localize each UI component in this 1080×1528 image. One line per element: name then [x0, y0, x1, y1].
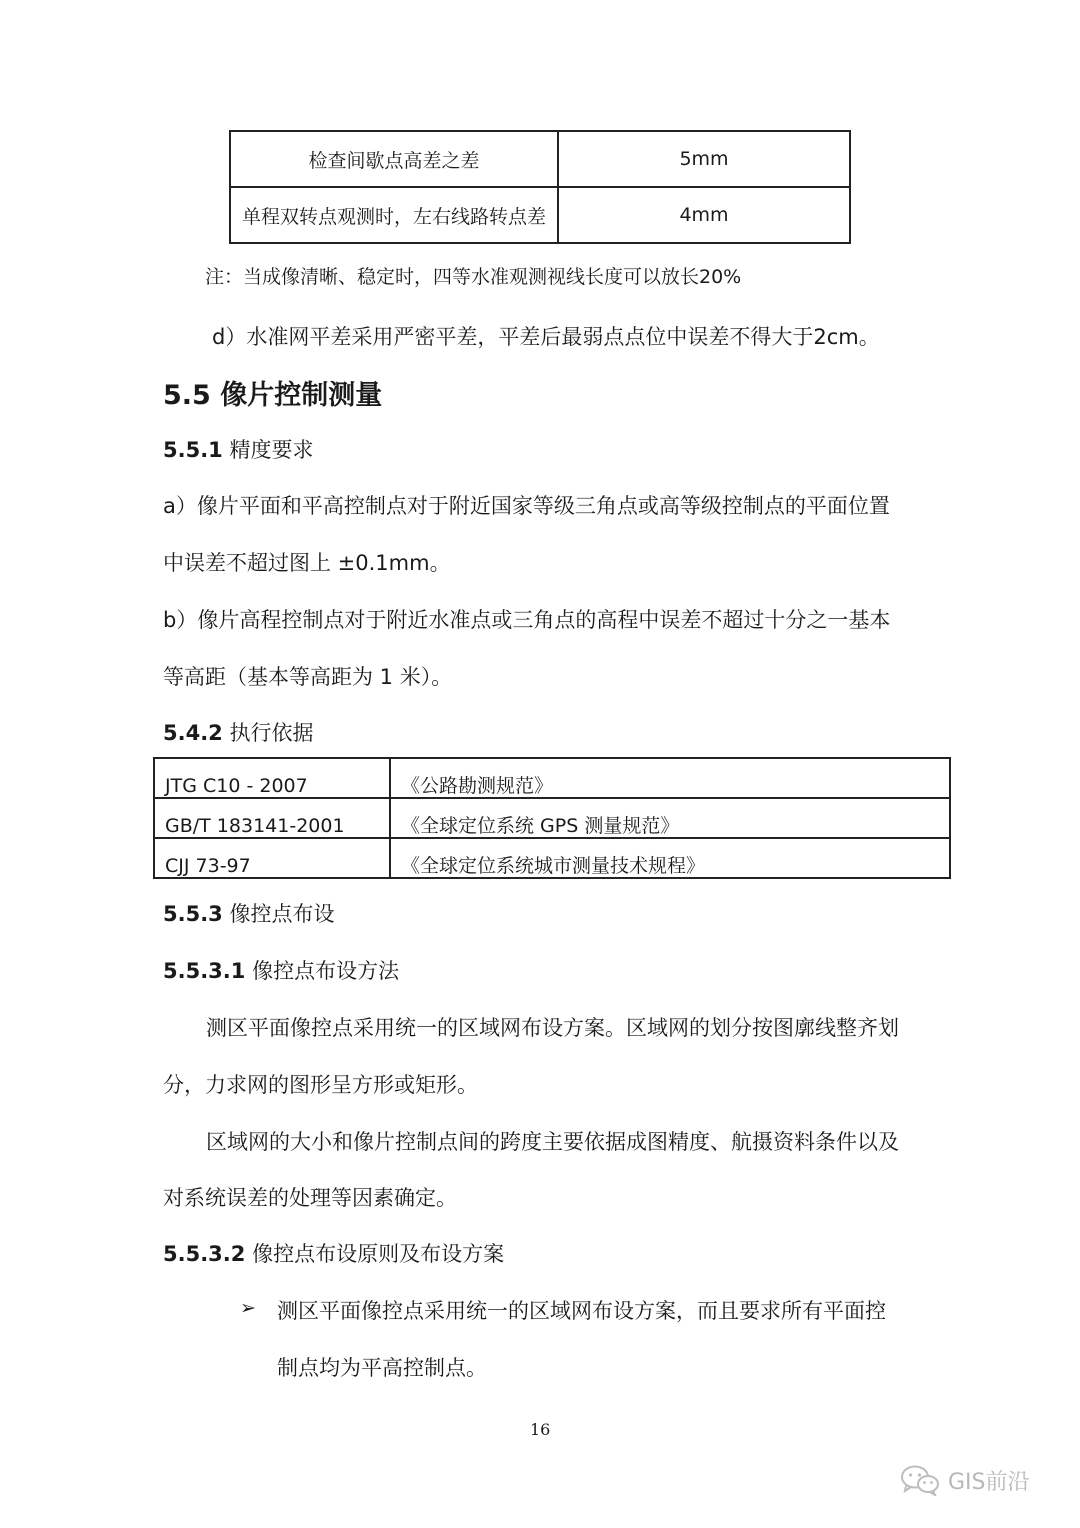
- heading-number: 5.5.3.2: [163, 1242, 246, 1266]
- subheading-5-5-1: [163, 434, 313, 464]
- watermark: [900, 1464, 1030, 1496]
- table-row: [230, 187, 850, 243]
- table-row: [154, 798, 950, 838]
- heading-title: 执行依据: [222, 721, 314, 745]
- paragraph-2-line2: 对系统误差的处理等因素确定。: [163, 1186, 457, 1210]
- item-d: d）水准网平差采用严密平差，平差后最弱点点位中误差不得大于2cm。: [212, 325, 880, 349]
- paragraph-1-line2: 分，力求网的图形呈方形或矩形。: [163, 1073, 478, 1097]
- heading-title: 像控点布设方法: [245, 959, 400, 983]
- bullet-line2: 制点均为平高控制点。: [277, 1356, 487, 1380]
- standard-name: 《公路勘测规范》: [390, 758, 950, 798]
- heading-title: 像控点布设原则及布设方案: [245, 1242, 505, 1266]
- table-row: [154, 838, 950, 878]
- subheading-5-5-3-2: [163, 1238, 504, 1268]
- table-cell-value: 4mm: [558, 187, 850, 243]
- heading-number: 5.5.1: [163, 438, 223, 462]
- paragraph-1-line1: 测区平面像控点采用统一的区域网布设方案。区域网的划分按图廓线整齐划: [206, 1016, 899, 1040]
- heading-number: 5.4.2: [163, 721, 223, 745]
- wechat-icon: [900, 1464, 940, 1496]
- standard-code: GB/T 183141-2001: [154, 798, 390, 838]
- watermark-text: GIS前沿: [948, 1469, 1030, 1495]
- item-a-line2: 中误差不超过图上 ±0.1mm。: [163, 551, 451, 575]
- standard-code: CJJ 73-97: [154, 838, 390, 878]
- table-note: 注：当成像清晰、稳定时，四等水准观测视线长度可以放长20%: [205, 266, 742, 288]
- table-row: [154, 758, 950, 798]
- table-cell-item: 检查间歇点高差之差: [230, 131, 558, 187]
- standard-code: JTG C10 - 2007: [154, 758, 390, 798]
- item-b-line1: b）像片高程控制点对于附近水准点或三角点的高程中误差不超过十分之一基本: [163, 608, 891, 632]
- heading-title: 像控点布设: [222, 902, 335, 926]
- standard-name: 《全球定位系统 GPS 测量规范》: [390, 798, 950, 838]
- standards-table: [153, 757, 951, 879]
- standard-name: 《全球定位系统城市测量技术规程》: [390, 838, 950, 878]
- subheading-5-4-2: [163, 717, 313, 747]
- subheading-5-5-3-1: [163, 955, 399, 985]
- table-cell-item: 单程双转点观测时，左右线路转点差: [230, 187, 558, 243]
- paragraph-2-line1: 区域网的大小和像片控制点间的跨度主要依据成图精度、航摄资料条件以及: [206, 1130, 899, 1154]
- section-heading-5-5: 5.5 像片控制测量: [163, 380, 383, 411]
- bullet-line1: 测区平面像控点采用统一的区域网布设方案，而且要求所有平面控: [277, 1299, 886, 1323]
- heading-number: 5.5.3.1: [163, 959, 246, 983]
- table-row: [230, 131, 850, 187]
- page-number: 16: [530, 1420, 551, 1439]
- item-b-line2: 等高距（基本等高距为 1 米）。: [163, 665, 453, 689]
- table-cell-value: 5mm: [558, 131, 850, 187]
- bullet-arrow-icon: ➢: [240, 1297, 256, 1319]
- tolerance-table: [229, 130, 851, 244]
- heading-title: 精度要求: [222, 438, 314, 462]
- heading-number: 5.5.3: [163, 902, 223, 926]
- subheading-5-5-3: [163, 898, 334, 928]
- item-a-line1: a）像片平面和平高控制点对于附近国家等级三角点或高等级控制点的平面位置: [163, 494, 890, 518]
